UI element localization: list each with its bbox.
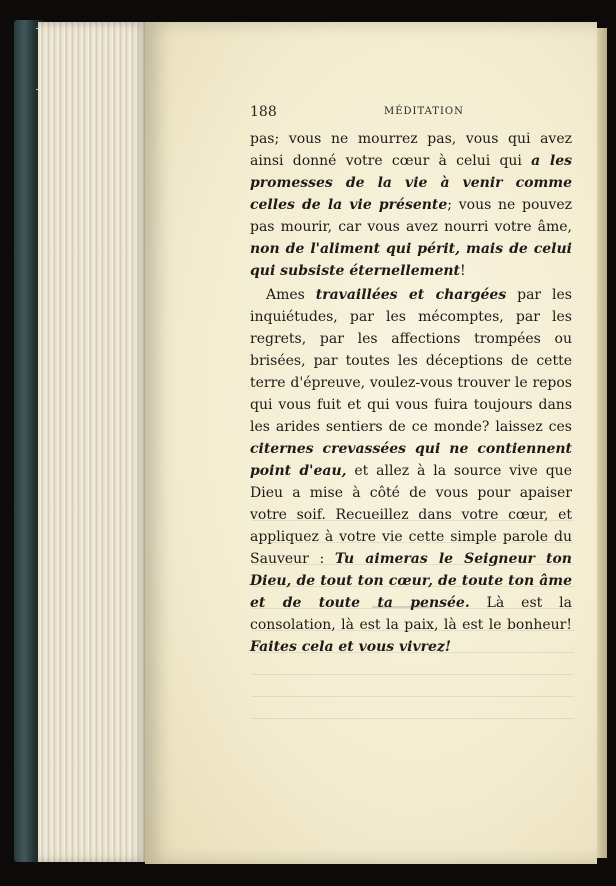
facing-page-edge xyxy=(597,28,607,858)
text-run: Ames xyxy=(266,287,316,303)
paragraph-1 xyxy=(250,128,572,282)
text-run: pas; vous ne mourrez pas, vous qui avez ainsi donné votre cœur à celui qui xyxy=(250,131,572,169)
text-run: ! xyxy=(460,263,466,279)
show-through-rule xyxy=(372,606,432,608)
page-number: 188 xyxy=(250,104,277,120)
italic-run: citernes crevassées qui ne contiennent point d'eau, xyxy=(250,441,572,479)
text-run: ; vous ne pouvez pas mourir, car vous avez nourri votre âme, xyxy=(250,197,572,235)
italic-run: Tu aimeras le Seigneur ton Dieu, de tout ton cœur, de toute ton âme et de toute ta pensée. xyxy=(250,551,572,611)
italic-run: a les promesses de la vie à venir comme celles de la vie présente xyxy=(250,153,572,213)
text-run: Là est la consolation, là est la paix, là est le bonheur! xyxy=(250,595,572,633)
text-run: par les inquiétudes, par les mécomptes, par les regrets, par les affections trompées ou brisées, par toutes les déceptions de cette terre d'épreuve, voulez-vous trouver le repos qui vous fuit et qui vous fuira toujours dans les arides sentiers de ce monde? laissez ces xyxy=(250,287,572,435)
italic-run: non de l'aliment qui périt, mais de celui qui subsiste éternellement xyxy=(250,241,572,279)
italic-run: Faites cela et vous vivrez! xyxy=(250,639,452,655)
show-through-text xyxy=(252,520,574,750)
italic-run: travaillées et chargées xyxy=(315,287,507,303)
running-head: MÉDITATION xyxy=(384,106,464,117)
page-stack-edges xyxy=(38,22,148,862)
page-header xyxy=(250,104,572,124)
text-run: et allez à la source vive que Dieu a mise à côté de vous pour apaiser votre soif. Recueillez dans votre cœur, et appliquez à votre vie cette simple parole du Sauveur : xyxy=(250,463,572,567)
